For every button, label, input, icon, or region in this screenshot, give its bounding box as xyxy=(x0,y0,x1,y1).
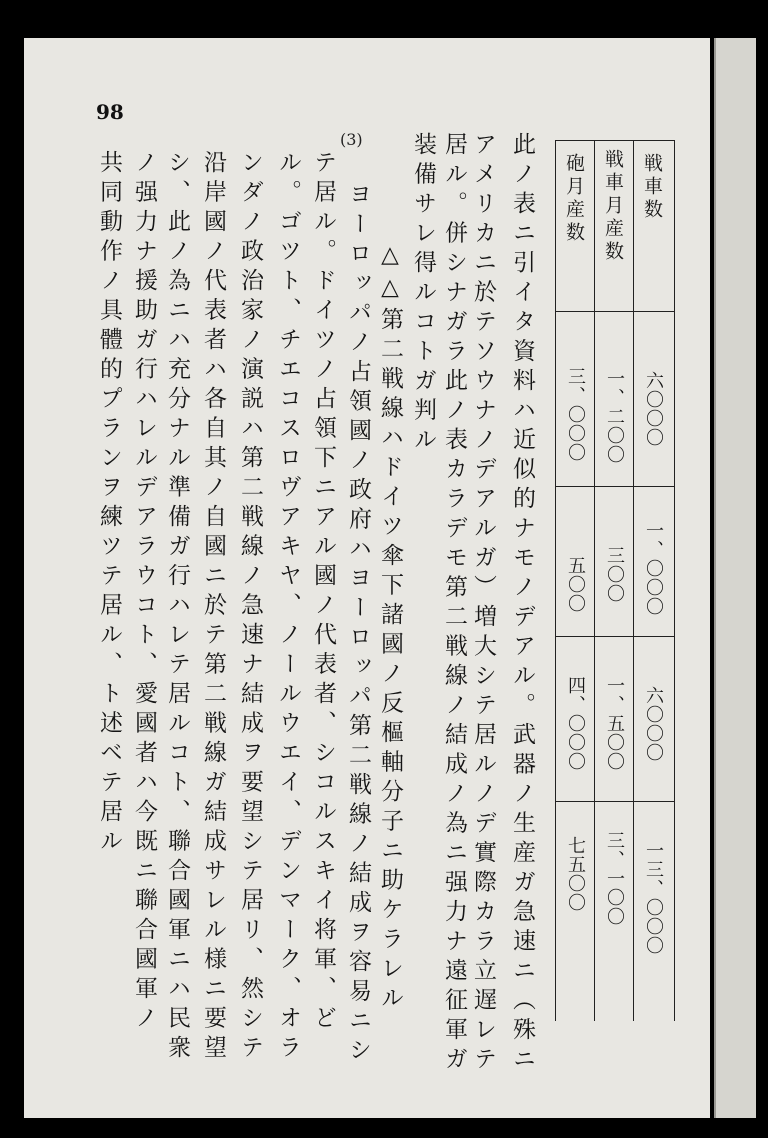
text-column-4: 装備サレ得ルコトガ判ル xyxy=(410,132,436,457)
header-tanks-monthly: 戦車月産数 xyxy=(602,149,624,264)
text-column-11: シ、此ノ為ニハ充分ナル準備ガ行ハレテ居ルコト、聯合國軍ニハ民衆 xyxy=(164,150,190,1065)
text-column-9: ンダノ政治家ノ演説ハ第二戦線ノ急速ナ結成ヲ要望シテ居リ、然シテ xyxy=(237,150,263,1065)
header-guns-monthly: 砲月産数 xyxy=(563,153,585,245)
table-cell: 一三、〇〇〇 xyxy=(643,841,664,955)
text-column-2: アメリカニ於テソウナノデアルガ）増大シテ居ルノデ實際カラ立遅レテ xyxy=(470,132,496,1076)
text-column-7: テ居ル。ドイツノ占領下ニアル國ノ代表者、シコルスキイ将軍、ど xyxy=(310,150,336,1035)
table-cell: 五〇〇 xyxy=(565,556,586,613)
header-tanks: 戦車数 xyxy=(641,153,663,222)
table-cell: 三、一〇〇 xyxy=(604,831,625,926)
text-column-6: ヨーロッパノ占領國ノ政府ハヨーロッパ第二戦線ノ結成ヲ容易ニシ xyxy=(345,182,371,1067)
table-cell: 七五〇〇 xyxy=(565,836,586,912)
text-column-13: 共同動作ノ具體的プランヲ練ツテ居ル、ト述ベテ居ル xyxy=(96,150,122,858)
text-column-5: △△第二戦線ハドイツ傘下諸國ノ反樞軸分子ニ助ケラレル xyxy=(377,242,403,1015)
table-cell: 三、〇〇〇 xyxy=(565,367,586,462)
page-number: 98 xyxy=(96,100,124,124)
page-edge xyxy=(714,38,756,1118)
table-cell: 一、二〇〇 xyxy=(604,369,625,464)
section-marker: (3) xyxy=(340,130,363,149)
text-column-10: 沿岸國ノ代表者ハ各自其ノ自國ニ於テ第二戦線ガ結成サレル様ニ要望 xyxy=(200,150,226,1065)
table-cell: 四、〇〇〇 xyxy=(565,676,586,771)
text-column-12: ノ强力ナ援助ガ行ハレルデアラウコト、愛國者ハ今既ニ聯合國軍ノ xyxy=(131,150,157,1035)
text-column-8: ル。ゴツト、チエコスロヴアキヤ、ノールウエイ、デンマーク、オラ xyxy=(275,150,301,1065)
table-cell: 三〇〇 xyxy=(604,546,625,603)
table-cell: 六〇〇〇 xyxy=(643,686,664,762)
text-column-1: 此ノ表ニ引イタ資料ハ近似的ナモノデアル。武器ノ生産ガ急速ニ（殊ニ xyxy=(509,132,535,1076)
table-cell: 一、五〇〇 xyxy=(604,676,625,771)
production-table xyxy=(555,140,675,1021)
table-cell: 一、〇〇〇 xyxy=(643,521,664,616)
text-column-3: 居ル。併シナガラ此ノ表カラデモ第二戦線ノ結成ノ為ニ强力ナ遠征軍ガ xyxy=(441,132,467,1076)
table-cell: 六〇〇〇 xyxy=(643,371,664,447)
